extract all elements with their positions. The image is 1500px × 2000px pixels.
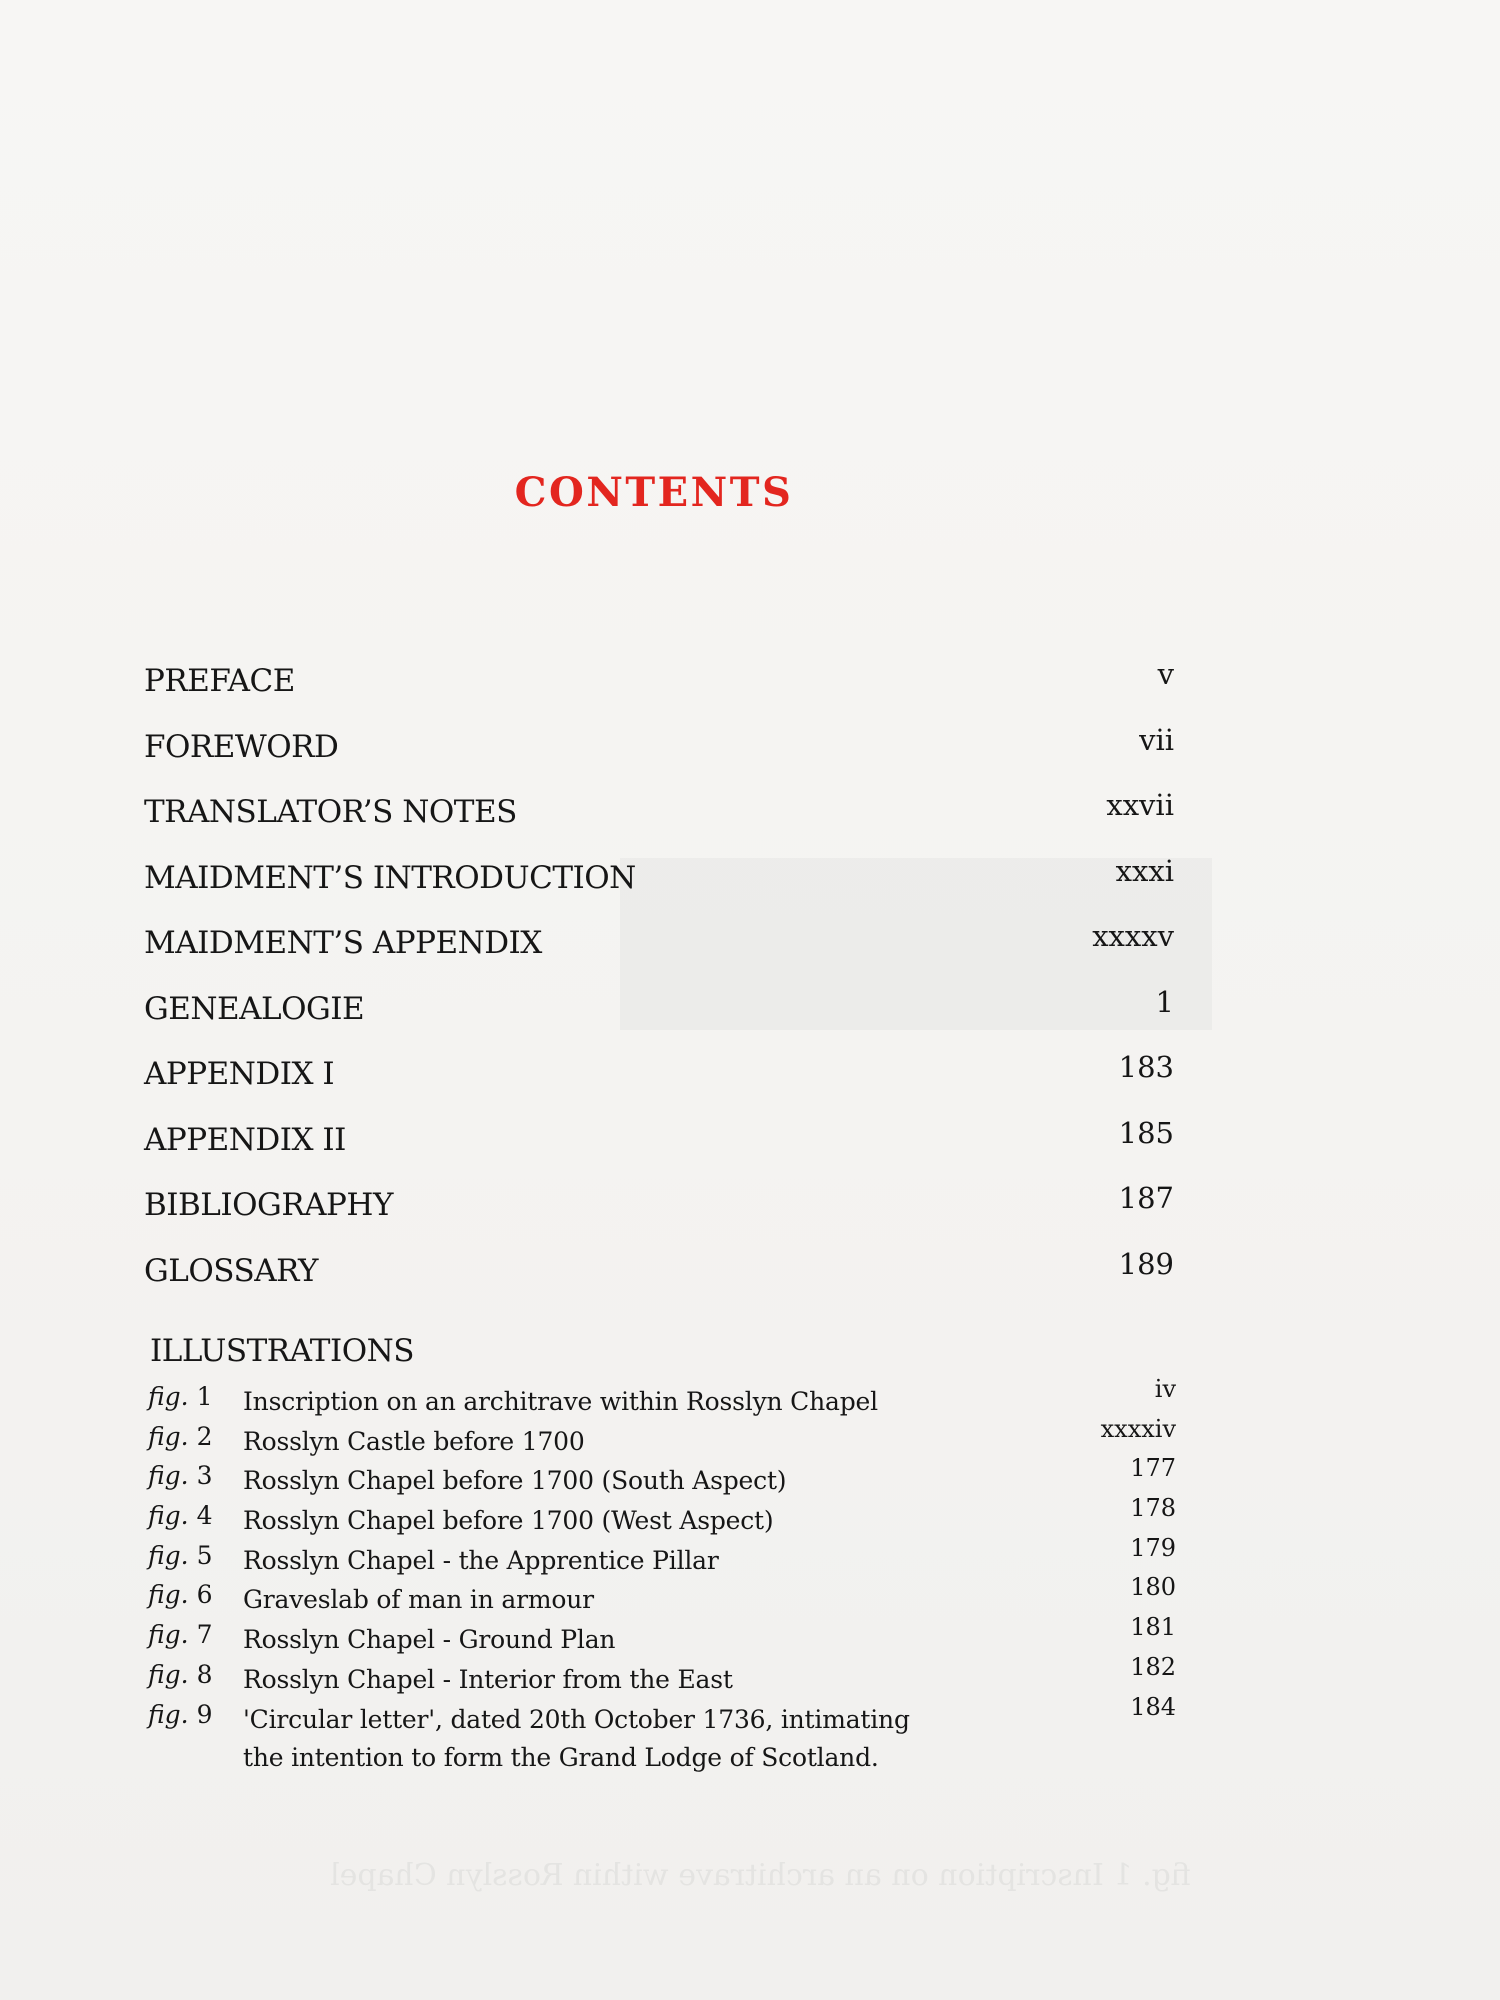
fig-abbrev: fig. (148, 1501, 189, 1531)
figure-caption: 'Circular letter', dated 20th October 1736, intimating the intention to form the Grand Lodge of Scotland. (243, 1704, 910, 1773)
figure-caption: Rosslyn Castle before 1700 (243, 1426, 585, 1456)
figure-number-value: 5 (196, 1540, 213, 1570)
toc-entry-page: v (1157, 657, 1174, 691)
toc-entry-translators-notes (144, 788, 1174, 863)
figure-caption: Rosslyn Chapel before 1700 (West Aspect) (243, 1506, 774, 1536)
fig-abbrev: fig. (148, 1699, 189, 1729)
figure-number-value: 4 (196, 1501, 213, 1531)
figure-number (148, 1462, 212, 1491)
toc-entry-page: 187 (1118, 1181, 1174, 1215)
figure-page: iv (1154, 1375, 1176, 1403)
fig-abbrev: fig. (148, 1659, 189, 1689)
toc-entry-label: APPENDIX I (144, 1056, 335, 1092)
illustrations-heading: ILLUSTRATIONS (150, 1333, 414, 1369)
toc-entry-label: BIBLIOGRAPHY (144, 1187, 393, 1223)
figure-entry-4 (148, 1494, 1176, 1542)
figure-entry-2 (148, 1414, 1176, 1463)
toc-entry-page: 183 (1118, 1050, 1174, 1084)
figure-entry-5 (148, 1533, 1176, 1582)
toc-entry-foreword (144, 722, 1174, 798)
figure-page: 184 (1130, 1692, 1176, 1721)
figure-number (148, 1383, 212, 1412)
toc-entry-page: 185 (1118, 1115, 1174, 1150)
toc-entry-page: xxxxv (1092, 919, 1174, 953)
figure-page: 178 (1130, 1494, 1176, 1523)
toc-entry-label: PREFACE (144, 663, 295, 699)
contents-list (144, 657, 1174, 1321)
toc-entry-appendix-ii (144, 1115, 1174, 1191)
figure-page: 182 (1130, 1652, 1176, 1681)
toc-entry-appendix-i (144, 1050, 1174, 1125)
toc-entry-page: 189 (1118, 1246, 1174, 1281)
figure-entry-3 (148, 1454, 1176, 1502)
figure-number (148, 1542, 212, 1571)
toc-entry-genealogie (144, 984, 1174, 1060)
toc-entry-page: 1 (1155, 984, 1174, 1019)
toc-entry-glossary (144, 1246, 1174, 1322)
show-through-text: fig. 1 Inscription on an architrave within Rosslyn Chapel (330, 1858, 1191, 1893)
toc-entry-label: TRANSLATOR’S NOTES (144, 794, 517, 830)
figure-entry-6 (148, 1573, 1176, 1621)
figure-caption: Rosslyn Chapel - Ground Plan (243, 1625, 616, 1655)
toc-entry-maidments-introduction (144, 853, 1174, 929)
toc-entry-page: xxxi (1115, 853, 1174, 888)
figure-page: 177 (1130, 1454, 1176, 1483)
figure-number-value: 7 (196, 1620, 213, 1650)
toc-entry-label: MAIDMENT’S APPENDIX (144, 925, 542, 961)
toc-entry-label: GENEALOGIE (144, 990, 365, 1027)
figure-caption: Rosslyn Chapel - the Apprentice Pillar (243, 1545, 719, 1575)
fig-abbrev: fig. (148, 1620, 189, 1650)
figure-number-value: 3 (196, 1461, 213, 1491)
toc-entry-page: xxvii (1106, 788, 1174, 822)
fig-abbrev: fig. (148, 1580, 189, 1610)
figure-entry-7 (148, 1613, 1176, 1661)
figure-number (148, 1502, 212, 1531)
figure-number (148, 1701, 212, 1730)
toc-entry-label: APPENDIX II (144, 1121, 346, 1158)
figure-number-value: 2 (196, 1421, 213, 1451)
fig-abbrev: fig. (148, 1461, 189, 1491)
fig-abbrev: fig. (148, 1540, 189, 1570)
page-title: CONTENTS (514, 468, 794, 516)
figure-number-value: 8 (196, 1659, 213, 1689)
figure-entry-1 (148, 1375, 1176, 1423)
figure-entry-9 (148, 1692, 1176, 1785)
figure-number (148, 1423, 212, 1452)
fig-abbrev: fig. (148, 1421, 189, 1451)
figure-number-value: 6 (196, 1580, 213, 1610)
figure-page: xxxxiv (1100, 1414, 1176, 1443)
toc-entry-page: vii (1139, 722, 1174, 757)
illustrations-list (148, 1375, 1176, 1785)
toc-entry-bibliography (144, 1181, 1174, 1256)
figure-caption: Rosslyn Chapel before 1700 (South Aspect) (243, 1466, 787, 1496)
figure-page: 180 (1130, 1573, 1176, 1602)
figure-page: 179 (1130, 1533, 1176, 1562)
figure-number (148, 1621, 212, 1650)
toc-entry-label: MAIDMENT’S INTRODUCTION (144, 859, 636, 896)
toc-entry-preface (144, 657, 1174, 732)
figure-number-value: 1 (196, 1382, 213, 1411)
figure-caption: Graveslab of man in armour (243, 1585, 594, 1615)
figure-caption: Rosslyn Chapel - Interior from the East (243, 1664, 733, 1694)
toc-entry-maidments-appendix (144, 919, 1174, 994)
toc-entry-label: GLOSSARY (144, 1252, 318, 1289)
figure-number (148, 1661, 212, 1690)
toc-entry-label: FOREWORD (144, 728, 339, 765)
fig-abbrev: fig. (148, 1382, 189, 1411)
figure-number-value: 9 (196, 1699, 213, 1729)
figure-number (148, 1581, 212, 1610)
figure-caption: Inscription on an architrave within Rosslyn Chapel (243, 1387, 878, 1416)
figure-page: 181 (1130, 1613, 1176, 1642)
figure-entry-8 (148, 1652, 1176, 1701)
